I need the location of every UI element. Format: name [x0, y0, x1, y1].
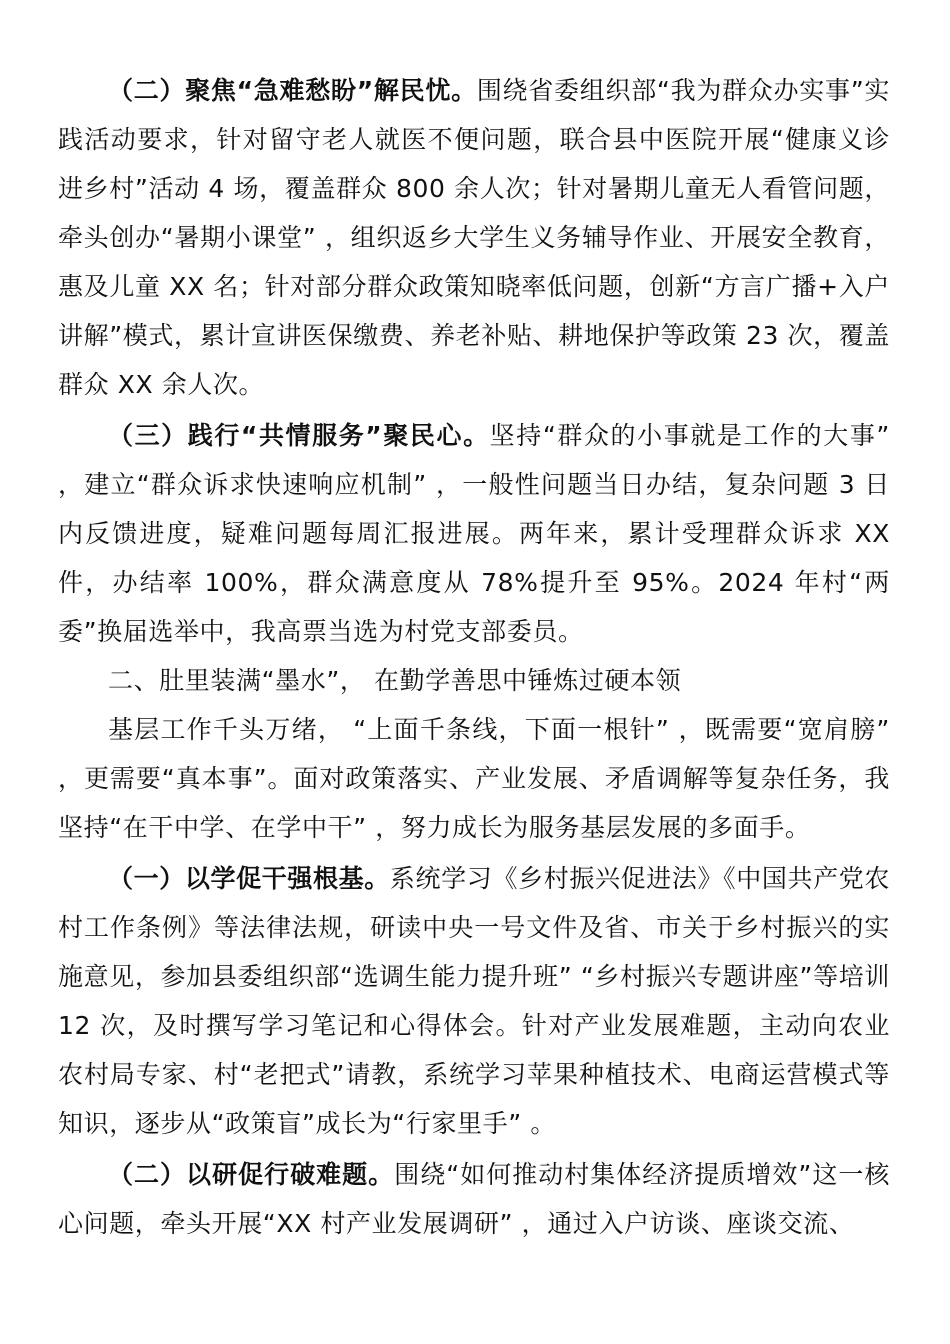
paragraph-body-text: 围绕“如何推动村集体经济提质增效”这一核心问题，牵头开展“XX 村产业发展调研” ，通过入户访谈、座谈交流、: [58, 1160, 890, 1238]
section-heading-text: 二、肚里装满“墨水”， 在勤学善思中锤炼过硬本领: [108, 666, 682, 695]
section-heading-two: [58, 656, 890, 705]
paragraph-learn-to-work: [58, 854, 890, 1148]
paragraph-lead-heading: （二）以研促行破难题。: [108, 1160, 395, 1189]
paragraph-focus-urgent-needs: [58, 66, 890, 409]
document-page: [58, 64, 890, 1248]
paragraph-body-text: 坚持“群众的小事就是工作的大事” ，建立“群众诉求快速响应机制” ，一般性问题当日办结，复杂问题 3 日内反馈进度，疑难问题每周汇报进展。两年来，累计受理群众诉求 XX 件，办结率 100%，群众满意度从 78%提升至 95%。2024 年村“两委”换届选举中，我高票当选为村党支部委员。: [58, 421, 890, 646]
paragraph-research-to-act: [58, 1150, 890, 1248]
paragraph-body-text: 基层工作千头万绪， “上面千条线，下面一根针” ，既需要“宽肩膀” ，更需要“真本事”。面对政策落实、产业发展、矛盾调解等复杂任务，我坚持“在干中学、在学中干” ，努力成长为服务基层发展的多面手。: [58, 715, 890, 842]
paragraph-section-intro: [58, 705, 890, 852]
paragraph-lead-heading: （二）聚焦“急难愁盼”解民忧。: [108, 76, 477, 105]
paragraph-lead-heading: （三）践行“共情服务”聚民心。: [108, 421, 490, 450]
paragraph-body-text: 围绕省委组织部“我为群众办实事”实践活动要求，针对留守老人就医不便问题，联合县中医院开展“健康义诊进乡村”活动 4 场，覆盖群众 800 余人次；针对暑期儿童无人看管问题，牵头创办“暑期小课堂” ，组织返乡大学生义务辅导作业、开展安全教育，惠及儿童 XX 名；针对部分群众政策知晓率低问题，创新“方言广播+入户讲解”模式，累计宣讲医保缴费、养老补贴、耕地保护等政策 23 次，覆盖群众 XX 余人次。: [58, 76, 890, 399]
paragraph-body-text: 系统学习《乡村振兴促进法》《中国共产党农村工作条例》等法律法规，研读中央一号文件及省、市关于乡村振兴的实施意见，参加县委组织部“选调生能力提升班” “乡村振兴专题讲座”等培训 12 次，及时撰写学习笔记和心得体会。针对产业发展难题，主动向农业农村局专家、村“老把式”请教，系统学习苹果种植技术、电商运营模式等知识，逐步从“政策盲”成长为“行家里手” 。: [58, 864, 890, 1138]
paragraph-empathy-service: [58, 411, 890, 656]
paragraph-lead-heading: （一）以学促干强根基。: [108, 864, 390, 893]
